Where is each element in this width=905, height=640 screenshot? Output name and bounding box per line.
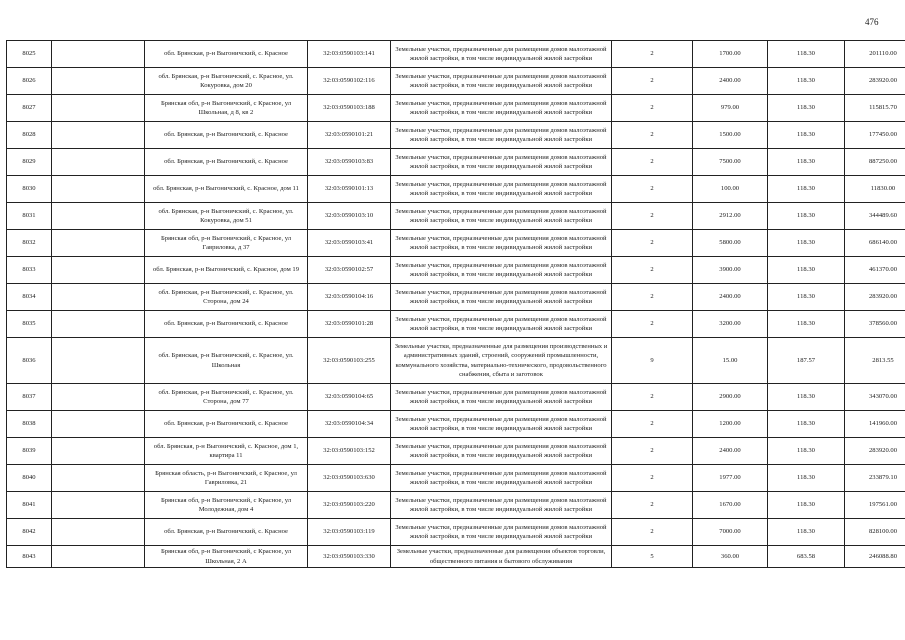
- land-use-cell: Земельные участки, предназначенные для размещения домов малоэтажной жилой застройки, в том числе индивидуальной жилой застройки: [391, 95, 612, 122]
- address-cell: обл. Брянская, р-н Выгоничский, с. Красное, ул. Сторона, дом 24: [145, 284, 308, 311]
- empty-cell: [52, 284, 145, 311]
- row-number-cell: 8037: [7, 384, 52, 411]
- land-use-cell: Земельные участки, предназначенные для размещения домов малоэтажной жилой застройки, в том числе индивидуальной жилой застройки: [391, 284, 612, 311]
- row-number-cell: 8040: [7, 465, 52, 492]
- row-number-cell: 8031: [7, 203, 52, 230]
- rate-cell: 118.30: [768, 311, 845, 338]
- total-value-cell: 246088.80: [845, 546, 905, 568]
- row-number-cell: 8028: [7, 122, 52, 149]
- total-value-cell: 2813.55: [845, 338, 905, 384]
- cadastral-number-cell: 32:03:0590103:10: [308, 203, 391, 230]
- area-cell: 7500.00: [693, 149, 768, 176]
- rate-cell: 118.30: [768, 230, 845, 257]
- address-cell: обл. Брянская, р-н Выгоничский, с. Красное: [145, 411, 308, 438]
- category-code-cell: 2: [612, 465, 693, 492]
- row-number-cell: 8035: [7, 311, 52, 338]
- empty-cell: [52, 257, 145, 284]
- cadastral-number-cell: 32:03:0590103:188: [308, 95, 391, 122]
- area-cell: 3900.00: [693, 257, 768, 284]
- total-value-cell: 283920.00: [845, 284, 905, 311]
- row-number-cell: 8025: [7, 41, 52, 68]
- land-use-cell: Земельные участки, предназначенные для размещения домов малоэтажной жилой застройки, в том числе индивидуальной жилой застройки: [391, 230, 612, 257]
- empty-cell: [52, 519, 145, 546]
- empty-cell: [52, 411, 145, 438]
- area-cell: 1200.00: [693, 411, 768, 438]
- table-row: [7, 546, 905, 568]
- area-cell: 1670.00: [693, 492, 768, 519]
- address-cell: обл. Брянская, р-н Выгоничский, с. Красное, ул. Сторона, дом 77: [145, 384, 308, 411]
- area-cell: 2900.00: [693, 384, 768, 411]
- total-value-cell: 141960.00: [845, 411, 905, 438]
- cadastral-number-cell: 32:03:0590103:119: [308, 519, 391, 546]
- table-row: [7, 203, 905, 230]
- rate-cell: 118.30: [768, 465, 845, 492]
- area-cell: 15.00: [693, 338, 768, 384]
- cadastral-number-cell: 32:03:0590101:21: [308, 122, 391, 149]
- cadastral-number-cell: 32:03:0590103:83: [308, 149, 391, 176]
- row-number-cell: 8042: [7, 519, 52, 546]
- land-use-cell: Земельные участки, предназначенные для размещения домов малоэтажной жилой застройки, в том числе индивидуальной жилой застройки: [391, 311, 612, 338]
- total-value-cell: 887250.00: [845, 149, 905, 176]
- cadastral-number-cell: 32:03:0590104:34: [308, 411, 391, 438]
- category-code-cell: 2: [612, 384, 693, 411]
- address-cell: обл. Брянская, р-н Выгоничский, с. Красное: [145, 519, 308, 546]
- row-number-cell: 8043: [7, 546, 52, 568]
- total-value-cell: 233879.10: [845, 465, 905, 492]
- row-number-cell: 8041: [7, 492, 52, 519]
- address-cell: обл. Брянская, р-н Выгоничский, с. Красное: [145, 311, 308, 338]
- total-value-cell: 344489.60: [845, 203, 905, 230]
- rate-cell: 118.30: [768, 95, 845, 122]
- land-use-cell: Земельные участки, предназначенные для размещения домов малоэтажной жилой застройки, в том числе индивидуальной жилой застройки: [391, 122, 612, 149]
- address-cell: обл. Брянская, р-н Выгоничский, с. Красное, дом 1, квартира 11: [145, 438, 308, 465]
- empty-cell: [52, 465, 145, 492]
- category-code-cell: 2: [612, 230, 693, 257]
- table-body: [7, 41, 905, 568]
- address-cell: Брянская область, р-н Выгоничский, с Красное, ул Гавриловка, 21: [145, 465, 308, 492]
- land-use-cell: Земельные участки, предназначенные для размещения домов малоэтажной жилой застройки, в том числе индивидуальной жилой застройки: [391, 149, 612, 176]
- address-cell: обл. Брянская, р-н Выгоничский, с. Красное, ул. Школьная: [145, 338, 308, 384]
- area-cell: 2912.00: [693, 203, 768, 230]
- empty-cell: [52, 492, 145, 519]
- category-code-cell: 2: [612, 257, 693, 284]
- row-number-cell: 8027: [7, 95, 52, 122]
- row-number-cell: 8033: [7, 257, 52, 284]
- address-cell: Брянская обл, р-н Выгоничский, с Красное, ул Гавриловка, д 37: [145, 230, 308, 257]
- category-code-cell: 2: [612, 203, 693, 230]
- empty-cell: [52, 41, 145, 68]
- land-use-cell: Земельные участки, предназначенные для размещения домов малоэтажной жилой застройки, в том числе индивидуальной жилой застройки: [391, 411, 612, 438]
- rate-cell: 118.30: [768, 176, 845, 203]
- table-row: [7, 438, 905, 465]
- area-cell: 5800.00: [693, 230, 768, 257]
- cadastral-number-cell: 32:03:0590102:116: [308, 68, 391, 95]
- address-cell: Брянская обл, р-н Выгоничский, с Красное, ул Молодежная, дом 4: [145, 492, 308, 519]
- category-code-cell: 2: [612, 519, 693, 546]
- empty-cell: [52, 176, 145, 203]
- address-cell: обл. Брянская, р-н Выгоничский, с. Красное, ул. Кокуровка, дом 51: [145, 203, 308, 230]
- empty-cell: [52, 384, 145, 411]
- table-row: [7, 176, 905, 203]
- category-code-cell: 2: [612, 149, 693, 176]
- address-cell: Брянская обл, р-н Выгоничский, с Красное, ул Школьная, 2 А: [145, 546, 308, 568]
- row-number-cell: 8030: [7, 176, 52, 203]
- area-cell: 2400.00: [693, 68, 768, 95]
- total-value-cell: 283920.00: [845, 68, 905, 95]
- empty-cell: [52, 338, 145, 384]
- table-row: [7, 338, 905, 384]
- table-row: [7, 122, 905, 149]
- cadastral-number-cell: 32:03:0590104:65: [308, 384, 391, 411]
- cadastral-number-cell: 32:03:0590101:28: [308, 311, 391, 338]
- row-number-cell: 8029: [7, 149, 52, 176]
- table-row: [7, 492, 905, 519]
- category-code-cell: 2: [612, 122, 693, 149]
- land-use-cell: Земельные участки, предназначенные для размещения домов малоэтажной жилой застройки, в том числе индивидуальной жилой застройки: [391, 384, 612, 411]
- rate-cell: 118.30: [768, 438, 845, 465]
- category-code-cell: 9: [612, 338, 693, 384]
- category-code-cell: 2: [612, 68, 693, 95]
- rate-cell: 187.57: [768, 338, 845, 384]
- address-cell: обл. Брянская, р-н Выгоничский, с. Красное, ул. Кокуровка, дом 20: [145, 68, 308, 95]
- rate-cell: 118.30: [768, 122, 845, 149]
- rate-cell: 118.30: [768, 411, 845, 438]
- land-use-cell: Земельные участки, предназначенные для размещения домов малоэтажной жилой застройки, в том числе индивидуальной жилой застройки: [391, 519, 612, 546]
- category-code-cell: 5: [612, 546, 693, 568]
- row-number-cell: 8038: [7, 411, 52, 438]
- total-value-cell: 201110.00: [845, 41, 905, 68]
- area-cell: 7000.00: [693, 519, 768, 546]
- total-value-cell: 197561.00: [845, 492, 905, 519]
- category-code-cell: 2: [612, 438, 693, 465]
- table-row: [7, 95, 905, 122]
- empty-cell: [52, 546, 145, 568]
- cadastral-number-cell: 32:03:0590103:255: [308, 338, 391, 384]
- category-code-cell: 2: [612, 95, 693, 122]
- table-row: [7, 41, 905, 68]
- empty-cell: [52, 95, 145, 122]
- address-cell: обл. Брянская, р-н Выгоничский, с. Красное, дом 19: [145, 257, 308, 284]
- category-code-cell: 2: [612, 311, 693, 338]
- empty-cell: [52, 203, 145, 230]
- empty-cell: [52, 230, 145, 257]
- total-value-cell: 343070.00: [845, 384, 905, 411]
- empty-cell: [52, 438, 145, 465]
- table-row: [7, 311, 905, 338]
- total-value-cell: 115815.70: [845, 95, 905, 122]
- rate-cell: 118.30: [768, 203, 845, 230]
- area-cell: 3200.00: [693, 311, 768, 338]
- cadastral-number-cell: 32:03:0590103:330: [308, 546, 391, 568]
- table-row: [7, 519, 905, 546]
- land-use-cell: Земельные участки, предназначенные для размещения домов малоэтажной жилой застройки, в том числе индивидуальной жилой застройки: [391, 465, 612, 492]
- category-code-cell: 2: [612, 176, 693, 203]
- cadastral-number-cell: 32:03:0590103:141: [308, 41, 391, 68]
- table-row: [7, 465, 905, 492]
- table-row: [7, 230, 905, 257]
- table-row: [7, 411, 905, 438]
- table-row: [7, 384, 905, 411]
- row-number-cell: 8036: [7, 338, 52, 384]
- row-number-cell: 8034: [7, 284, 52, 311]
- rate-cell: 118.30: [768, 519, 845, 546]
- address-cell: обл. Брянская, р-н Выгоничский, с. Красное: [145, 41, 308, 68]
- address-cell: обл. Брянская, р-н Выгоничский, с. Красное: [145, 122, 308, 149]
- rate-cell: 118.30: [768, 284, 845, 311]
- total-value-cell: 461370.00: [845, 257, 905, 284]
- area-cell: 1700.00: [693, 41, 768, 68]
- land-use-cell: Земельные участки, предназначенные для размещения домов малоэтажной жилой застройки, в том числе индивидуальной жилой застройки: [391, 492, 612, 519]
- cadastral-number-cell: 32:03:0590104:16: [308, 284, 391, 311]
- total-value-cell: 11830.00: [845, 176, 905, 203]
- address-cell: обл. Брянская, р-н Выгоничский, с. Красное: [145, 149, 308, 176]
- table-row: [7, 68, 905, 95]
- rate-cell: 118.30: [768, 492, 845, 519]
- total-value-cell: 283920.00: [845, 438, 905, 465]
- area-cell: 2400.00: [693, 438, 768, 465]
- total-value-cell: 378560.00: [845, 311, 905, 338]
- rate-cell: 118.30: [768, 384, 845, 411]
- area-cell: 1977.00: [693, 465, 768, 492]
- table-row: [7, 284, 905, 311]
- category-code-cell: 2: [612, 411, 693, 438]
- cadastral-number-cell: 32:03:0590103:152: [308, 438, 391, 465]
- cadastral-number-cell: 32:03:0590103:41: [308, 230, 391, 257]
- area-cell: 100.00: [693, 176, 768, 203]
- cadastral-number-cell: 32:03:0590103:220: [308, 492, 391, 519]
- land-use-cell: Земельные участки, предназначенные для размещения объектов торговли, общественного питания и бытового обслуживания: [391, 546, 612, 568]
- address-cell: обл. Брянская, р-н Выгоничский, с. Красное, дом 11: [145, 176, 308, 203]
- row-number-cell: 8026: [7, 68, 52, 95]
- total-value-cell: 828100.00: [845, 519, 905, 546]
- land-use-cell: Земельные участки, предназначенные для размещения домов малоэтажной жилой застройки, в том числе индивидуальной жилой застройки: [391, 41, 612, 68]
- category-code-cell: 2: [612, 492, 693, 519]
- rate-cell: 683.58: [768, 546, 845, 568]
- land-use-cell: Земельные участки, предназначенные для размещения домов малоэтажной жилой застройки, в том числе индивидуальной жилой застройки: [391, 257, 612, 284]
- table-row: [7, 257, 905, 284]
- area-cell: 1500.00: [693, 122, 768, 149]
- rate-cell: 118.30: [768, 41, 845, 68]
- cadastral-number-cell: 32:03:0590101:13: [308, 176, 391, 203]
- area-cell: 979.00: [693, 95, 768, 122]
- category-code-cell: 2: [612, 284, 693, 311]
- empty-cell: [52, 149, 145, 176]
- land-registry-table: [6, 40, 905, 568]
- rate-cell: 118.30: [768, 257, 845, 284]
- category-code-cell: 2: [612, 41, 693, 68]
- land-use-cell: Земельные участки, предназначенные для размещения производственных и административных зданий, строений, сооружений промышленности, коммунального хозяйства, материально-технического, продовольственного снабжения, сбыта и заготовок: [391, 338, 612, 384]
- area-cell: 360.00: [693, 546, 768, 568]
- land-use-cell: Земельные участки, предназначенные для размещения домов малоэтажной жилой застройки, в том числе индивидуальной жилой застройки: [391, 203, 612, 230]
- empty-cell: [52, 68, 145, 95]
- row-number-cell: 8032: [7, 230, 52, 257]
- row-number-cell: 8039: [7, 438, 52, 465]
- land-use-cell: Земельные участки, предназначенные для размещения домов малоэтажной жилой застройки, в том числе индивидуальной жилой застройки: [391, 438, 612, 465]
- empty-cell: [52, 311, 145, 338]
- page-number: 476: [865, 17, 879, 27]
- total-value-cell: 686140.00: [845, 230, 905, 257]
- land-use-cell: Земельные участки, предназначенные для размещения домов малоэтажной жилой застройки, в том числе индивидуальной жилой застройки: [391, 68, 612, 95]
- cadastral-number-cell: 32:03:0590102:57: [308, 257, 391, 284]
- rate-cell: 118.30: [768, 68, 845, 95]
- address-cell: Брянская обл, р-н Выгоничский, с Красное, ул Школьная, д 8, кв 2: [145, 95, 308, 122]
- table-row: [7, 149, 905, 176]
- total-value-cell: 177450.00: [845, 122, 905, 149]
- cadastral-number-cell: 32:03:0590103:630: [308, 465, 391, 492]
- land-use-cell: Земельные участки, предназначенные для размещения домов малоэтажной жилой застройки, в том числе индивидуальной жилой застройки: [391, 176, 612, 203]
- area-cell: 2400.00: [693, 284, 768, 311]
- empty-cell: [52, 122, 145, 149]
- rate-cell: 118.30: [768, 149, 845, 176]
